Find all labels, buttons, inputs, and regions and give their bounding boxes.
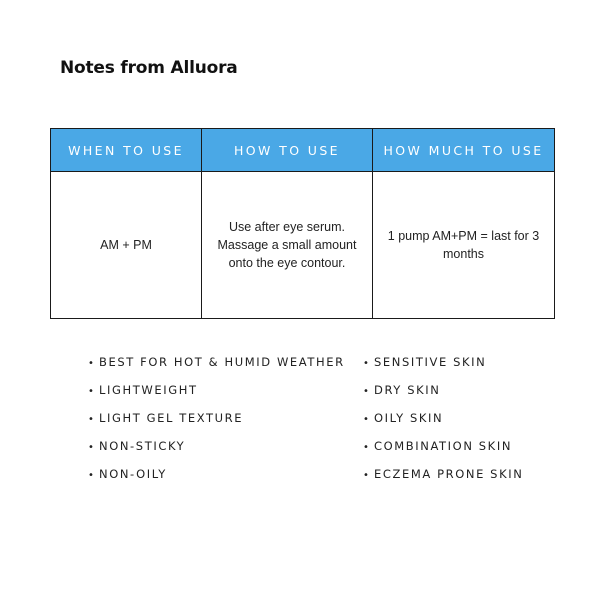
bullet-icon: •	[363, 414, 369, 425]
bullet-icon: •	[363, 358, 369, 369]
list-item	[88, 408, 345, 436]
cell-how-much-to-use: 1 pump AM+PM = last for 3 months	[373, 172, 555, 319]
list-item	[363, 352, 523, 380]
column-header-how-to-use: HOW TO USE	[202, 129, 373, 172]
bullet-icon: •	[88, 358, 94, 369]
feature-list	[88, 352, 345, 492]
table-header-row	[51, 129, 555, 172]
list-item	[363, 464, 523, 492]
bullet-icon: •	[88, 442, 94, 453]
list-item	[88, 464, 345, 492]
list-item-label: NON-OILY	[99, 467, 167, 481]
table-row	[51, 172, 555, 319]
list-item-label: BEST FOR HOT & HUMID WEATHER	[99, 355, 345, 369]
usage-table	[50, 128, 555, 319]
bullet-icon: •	[363, 386, 369, 397]
page-title: Notes from Alluora	[60, 58, 238, 78]
list-item-label: SENSITIVE SKIN	[374, 355, 487, 369]
list-item	[88, 352, 345, 380]
list-item	[363, 436, 523, 464]
bullet-icon: •	[88, 414, 94, 425]
cell-when-to-use: AM + PM	[51, 172, 202, 319]
list-item-label: OILY SKIN	[374, 411, 444, 425]
list-item-label: ECZEMA PRONE SKIN	[374, 467, 524, 481]
list-item-label: NON-STICKY	[99, 439, 186, 453]
list-item-label: LIGHT GEL TEXTURE	[99, 411, 244, 425]
list-item	[363, 408, 523, 436]
list-item-label: LIGHTWEIGHT	[99, 383, 198, 397]
list-item-label: DRY SKIN	[374, 383, 441, 397]
column-header-how-much-to-use: HOW MUCH TO USE	[373, 129, 555, 172]
column-header-when-to-use: WHEN TO USE	[51, 129, 202, 172]
bullet-icon: •	[88, 386, 94, 397]
skin-type-list	[363, 352, 523, 492]
list-item	[88, 380, 345, 408]
bullet-icon: •	[363, 442, 369, 453]
list-item-label: COMBINATION SKIN	[374, 439, 513, 453]
bullet-icon: •	[88, 470, 94, 481]
cell-how-to-use: Use after eye serum. Massage a small amount onto the eye contour.	[202, 172, 373, 319]
list-item	[88, 436, 345, 464]
bullet-icon: •	[363, 470, 369, 481]
list-item	[363, 380, 523, 408]
